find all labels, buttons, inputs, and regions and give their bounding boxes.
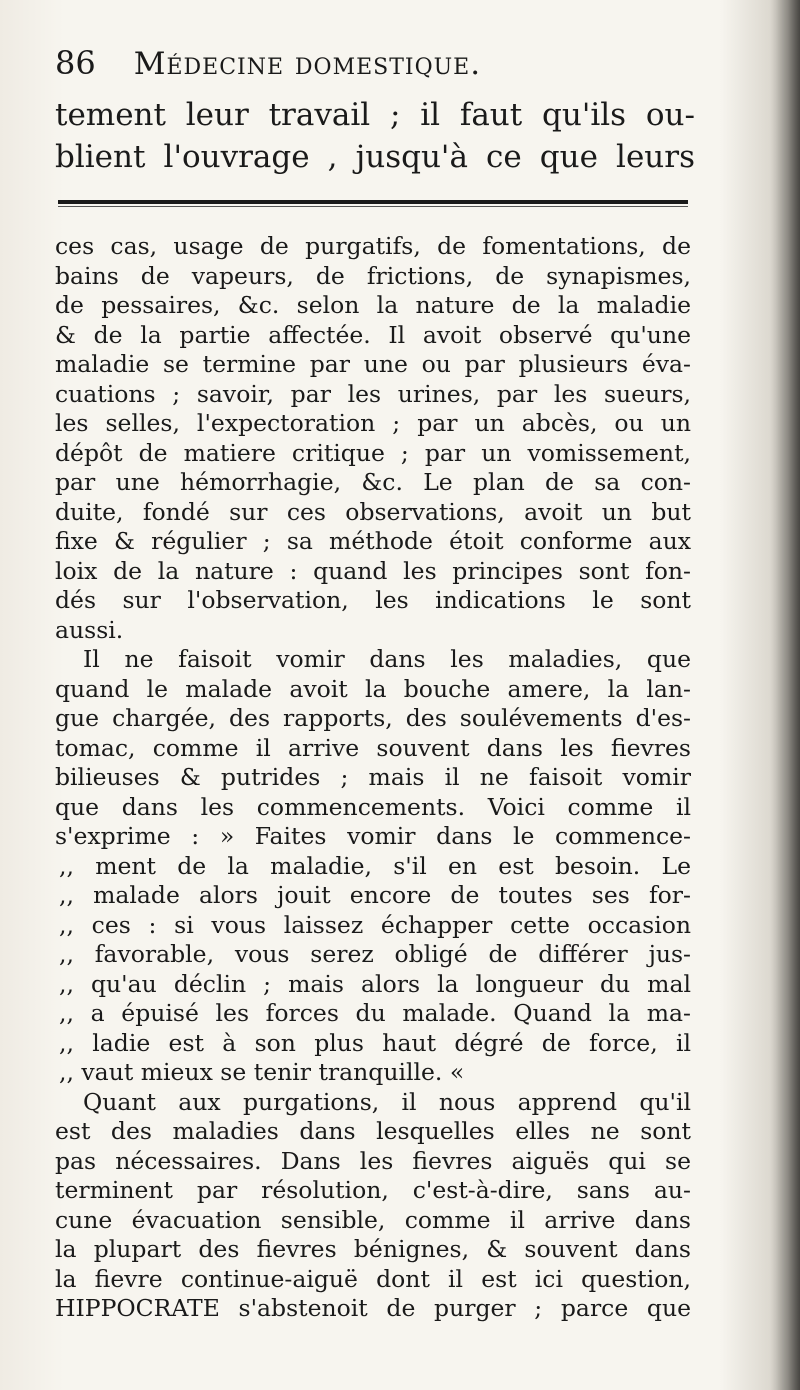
text-line: blient l'ouvrage , jusqu'à ce que leurs [55, 139, 695, 175]
running-title: Médecine domestique. [133, 46, 482, 82]
section-rule-thin [58, 206, 688, 207]
page-gutter-shadow [770, 0, 800, 1390]
text-line: cuations ; savoir, par les urines, par les sueurs, [55, 379, 691, 408]
text-line: est des maladies dans lesquelles elles ne sont [55, 1117, 691, 1145]
text-line: terminent par résolution, c'est-à-dire, sans au- [55, 1176, 691, 1204]
text-line: bains de vapeurs, de frictions, de synapismes, [55, 261, 691, 290]
quote-line: ,, qu'au déclin ; mais alors la longueur du mal [59, 969, 691, 998]
section-rule [58, 200, 688, 204]
text-line: tomac, comme il arrive souvent dans les fievres [55, 733, 691, 762]
page-header [55, 44, 695, 94]
text-line: la plupart des fievres bénignes, & souvent dans [55, 1235, 691, 1263]
text-line: duite, fondé sur ces observations, avoit un but [55, 497, 691, 526]
text-line: Quant aux purgations, il nous apprend qu'il [83, 1087, 691, 1116]
text-line: aussi. [55, 615, 124, 644]
text-line: s'exprime : » Faites vomir dans le commence- [55, 822, 691, 850]
text-line: & de la partie affectée. Il avoit observé qu'une [55, 320, 691, 349]
text-line: la fievre continue-aiguë dont il est ici question, [55, 1264, 691, 1293]
text-line: dés sur l'observation, les indications le sont [55, 586, 691, 614]
text-line: ces cas, usage de purgatifs, de fomentations, de [55, 232, 691, 260]
text-line: les selles, l'expectoration ; par un abcès, ou un [55, 409, 691, 437]
text-line: tement leur travail ; il faut qu'ils ou- [55, 97, 695, 133]
quote-line: ,, ladie est à son plus haut dégré de force, il [59, 1028, 691, 1057]
text-line: maladie se termine par une ou par plusieurs éva- [55, 350, 691, 378]
quote-line: ,, ment de la maladie, s'il en est besoin. Le [59, 851, 691, 880]
text-line: quand le malade avoit la bouche amere, la lan- [55, 674, 691, 703]
quote-line: ,, a épuisé les forces du malade. Quand la ma- [59, 999, 691, 1027]
text-line: dépôt de matiere critique ; par un vomissement, [55, 438, 691, 467]
text-line: Il ne faisoit vomir dans les maladies, que [83, 645, 691, 673]
quote-line: ,, malade alors jouit encore de toutes ses for- [59, 881, 691, 909]
text-line: gue chargée, des rapports, des soulévements d'es- [55, 704, 691, 732]
text-line: fixe & régulier ; sa méthode étoit conforme aux [55, 527, 691, 555]
quote-line: ,, vaut mieux se tenir tranquille. « [59, 1058, 465, 1086]
text-line: HIPPOCRATE s'abstenoit de purger ; parce que [55, 1294, 691, 1322]
text-line: de pessaires, &c. selon la nature de la maladie [55, 291, 691, 319]
page-number: 86 [55, 44, 96, 82]
text-line: bilieuses & putrides ; mais il ne faisoit vomir [55, 763, 691, 791]
quote-line: ,, favorable, vous serez obligé de différer jus- [59, 940, 691, 968]
text-line: loix de la nature : quand les principes sont fon- [55, 556, 691, 585]
quote-line: ,, ces : si vous laissez échapper cette occasion [59, 910, 691, 939]
body-text [55, 232, 691, 1324]
text-line: que dans les commencements. Voici comme il [55, 792, 691, 821]
text-line: par une hémorrhagie, &c. Le plan de sa con- [55, 468, 691, 496]
carryover-text [55, 94, 695, 178]
text-line: pas nécessaires. Dans les fievres aiguës qui se [55, 1146, 691, 1175]
text-line: cune évacuation sensible, comme il arrive dans [55, 1205, 691, 1234]
